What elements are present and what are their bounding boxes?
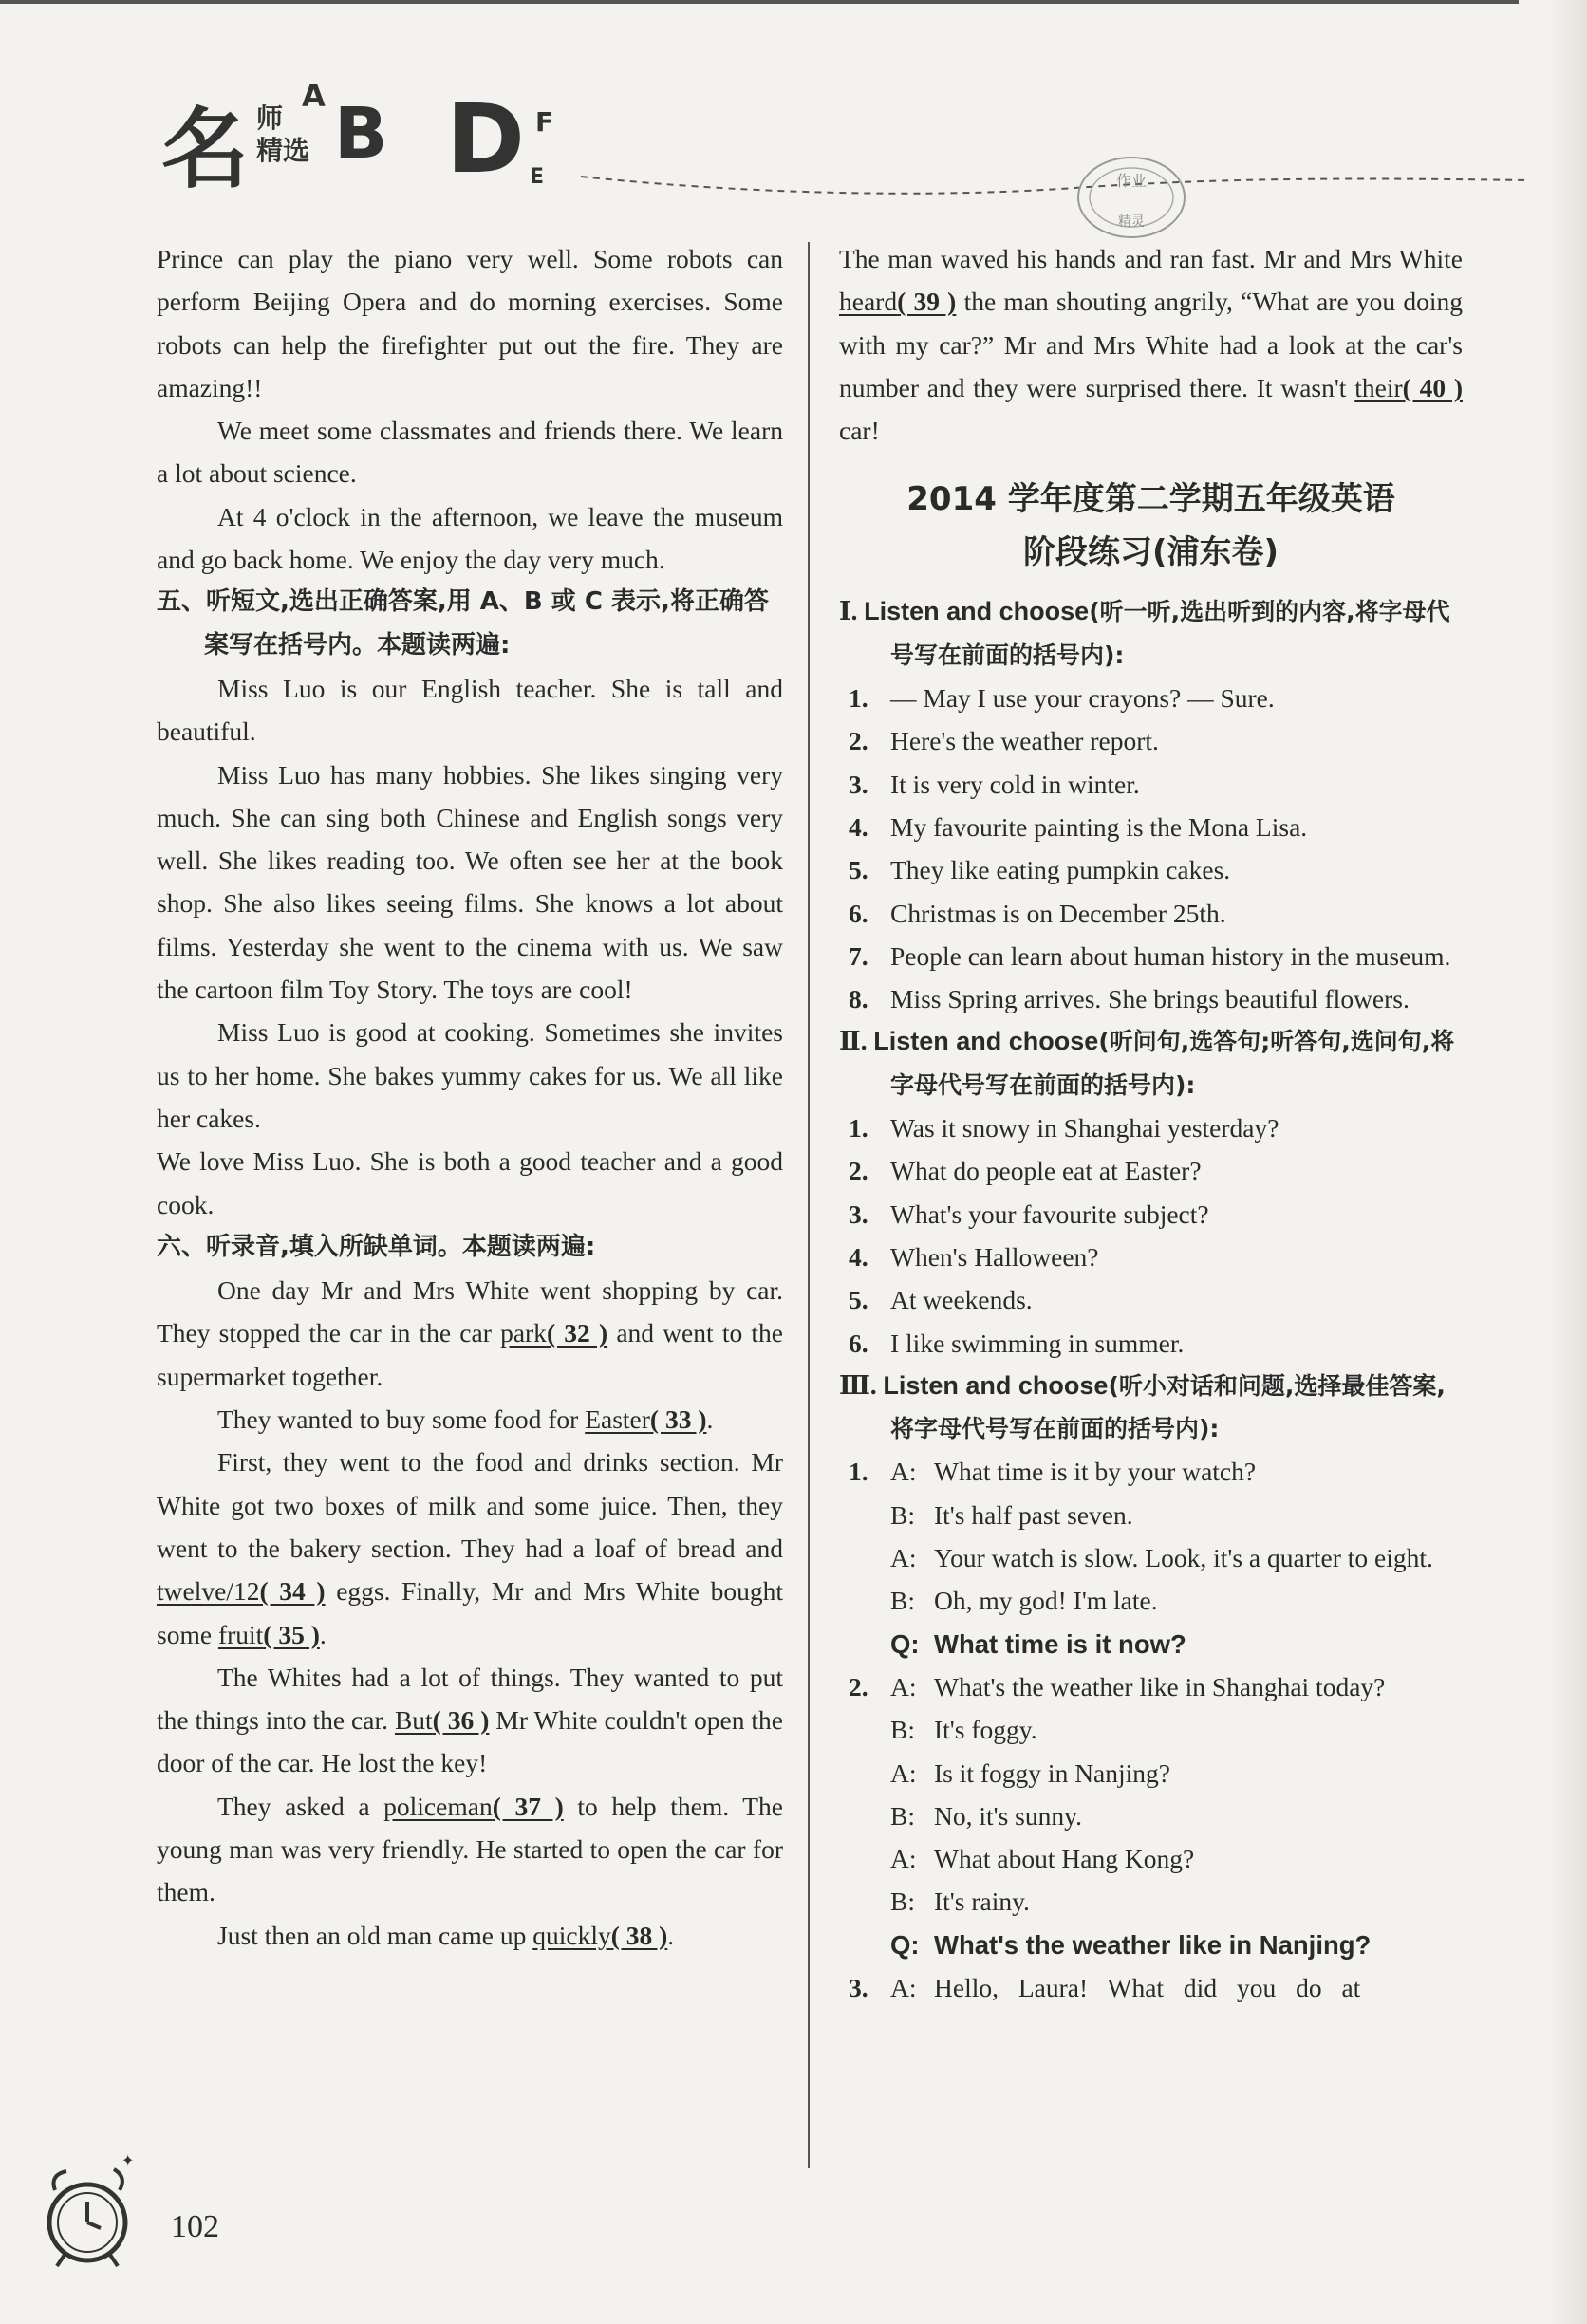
- blank-33: ( 33 ): [649, 1404, 707, 1435]
- passage-robots-paragraph: Prince can play the piano very well. Some robots can perform Beijing Opera and do morning exercises. Some robots can help the firefighter put out the fire. They are amazing!!: [157, 244, 783, 402]
- dialogue-question: Q: What time is it now?: [890, 1628, 1186, 1659]
- dialogue-line: B: It's foggy.: [890, 1715, 1037, 1745]
- logo-letter-d: D: [446, 84, 526, 195]
- section-ii-list: [839, 1106, 1463, 1365]
- passage-classmates-paragraph: We meet some classmates and friends there. We learn a lot about science.: [157, 416, 783, 489]
- text-span: The Whites had a lot of things. They wanted to put the things into the car.: [157, 1662, 783, 1736]
- dialogue-line: 3. A: Hello, Laura! What did you do at: [849, 1972, 1361, 2002]
- stamp-watermark: [1073, 150, 1190, 243]
- dialogue-line: 1. A: What time is it by your watch?: [849, 1457, 1257, 1487]
- text-span: The man waved his hands and ran fast. Mr and Mrs White: [839, 244, 1463, 273]
- text-span: eggs. Finally, Mr and Mrs White bought some: [157, 1576, 783, 1649]
- passage-afternoon-paragraph: At 4 o'clock in the afternoon, we leave the museum and go back home. We enjoy the day very much.: [157, 501, 783, 575]
- white-story-paragraph-4: [157, 1656, 783, 1785]
- list-item: 6. I like swimming in summer.: [849, 1328, 1185, 1358]
- text-span: Just then an old man came up: [217, 1920, 527, 1950]
- blank-36: ( 36 ): [432, 1705, 490, 1736]
- dialogue-3: [839, 1966, 1463, 2009]
- text-span: Mr White couldn't open the door of the car. He lost the key!: [157, 1705, 784, 1778]
- blank-32: ( 32 ): [546, 1318, 608, 1348]
- answer-33: Easter( 33 ): [585, 1404, 707, 1435]
- section-i-heading: Ⅰ. Listen and choose(听一听,选出听到的内容,将字母代号写在前面的括号内):: [839, 597, 1450, 669]
- exam-title: [839, 473, 1463, 579]
- dialogue-line: B: No, it's sunny.: [890, 1800, 1082, 1831]
- list-item: 3. It is very cold in winter.: [849, 769, 1140, 799]
- list-item: 5. They like eating pumpkin cakes.: [849, 855, 1231, 885]
- column-divider: [808, 242, 810, 2168]
- miss-luo-paragraph-4: We love Miss Luo. She is both a good teacher and a good cook.: [157, 1146, 783, 1219]
- list-item: 1. — May I use your crayons? — Sure.: [849, 683, 1275, 714]
- left-column: [157, 237, 783, 1957]
- answer-36: But( 36 ): [394, 1705, 490, 1736]
- list-item: 2. What do people eat at Easter?: [849, 1156, 1202, 1186]
- blank-38: ( 38 ): [610, 1920, 668, 1950]
- section-ii-heading: Ⅱ. Listen and choose(听问句,选答句;听答句,选问句,将字母代号写在前面的括号内):: [839, 1027, 1455, 1099]
- dialogue-line: B: It's half past seven.: [890, 1499, 1133, 1530]
- header-dashed-line: [581, 175, 1530, 213]
- white-story-paragraph-7: [839, 237, 1463, 452]
- white-story-paragraph-3: [157, 1441, 783, 1655]
- answer-34: twelve/12( 34 ): [157, 1576, 326, 1607]
- text-span: .: [667, 1920, 675, 1950]
- page-number: 102: [171, 2209, 219, 2244]
- dialogue-line: A: Your watch is slow. Look, it's a quarter to eight.: [890, 1543, 1433, 1573]
- answer-37: policeman( 37 ): [383, 1791, 564, 1821]
- logo-big-char: 名: [161, 99, 250, 200]
- miss-luo-paragraph-3: Miss Luo is good at cooking. Sometimes she invites us to her home. She bakes yummy cakes for us. We all like her cakes.: [157, 1017, 783, 1133]
- list-item: 5. At weekends.: [849, 1285, 1033, 1315]
- list-item: 4. When's Halloween?: [849, 1241, 1099, 1272]
- text-span: One day Mr and Mrs White went shopping by car. They stopped the car in the car: [157, 1275, 783, 1348]
- list-item: 4. My favourite painting is the Mona Lisa.: [849, 811, 1308, 842]
- text-span: car!: [839, 416, 880, 446]
- dialogue-line: B: It's rainy.: [890, 1887, 1030, 1917]
- alarm-clock-icon: [38, 2152, 140, 2270]
- blank-40: ( 40 ): [1402, 372, 1463, 402]
- text-span: They wanted to buy some food for: [217, 1404, 579, 1435]
- text-span: .: [319, 1619, 327, 1649]
- section-iii-heading: Ⅲ. Listen and choose(听小对话和问题,选择最佳答案,将字母代号写在前面的括号内):: [839, 1370, 1446, 1443]
- list-item: 8. Miss Spring arrives. She brings beautiful flowers.: [849, 984, 1410, 1014]
- miss-luo-paragraph-2: Miss Luo has many hobbies. She likes singing very much. She can sing both Chinese and English songs very well. She likes reading too. We often see her at the book shop. She also likes seeing films. She knows a lot about films. Yesterday she went to the cinema with us. We saw the cartoon film Toy Story. The toys are cool!: [157, 759, 783, 1005]
- white-story-paragraph-5: [157, 1785, 783, 1914]
- section-i-list: [839, 677, 1463, 1020]
- text-span: First, they went to the food and drinks section. Mr White got two boxes of milk and some juice. Then, they went to the bakery section. They had a loaf of bread and: [157, 1447, 783, 1563]
- answer-32: park( 32 ): [500, 1318, 608, 1348]
- dialogue-line: A: What about Hang Kong?: [890, 1844, 1195, 1874]
- list-item: 2. Here's the weather report.: [849, 726, 1159, 756]
- exam-title-line-1: 2014 学年度第二学期五年级英语: [906, 480, 1395, 519]
- dialogue-question: Q: What's the weather like in Nanjing?: [890, 1929, 1372, 1960]
- logo-letter-e: E: [530, 165, 545, 189]
- logo-letter-f: F: [535, 106, 554, 138]
- white-story-paragraph-2: [157, 1398, 783, 1441]
- logo-small-char-1: 师: [256, 102, 284, 134]
- text-span: and went to the supermarket together.: [157, 1318, 784, 1391]
- text-span: the man shouting angrily, “What are you doing with my car?” Mr and Mrs White had a look at the car's number and they were surprised there. It wasn't: [839, 287, 1463, 402]
- dialogue-line: B: Oh, my god! I'm late.: [890, 1586, 1158, 1616]
- stamp-text-1: 作业: [1115, 172, 1148, 190]
- list-item: 3. What's your favourite subject?: [849, 1199, 1209, 1229]
- dialogue-line: A: Is it foggy in Nanjing?: [890, 1757, 1170, 1788]
- answer-39: heard( 39 ): [839, 287, 957, 317]
- dialogue-2: [839, 1665, 1463, 1966]
- section-5-title: 五、听短文,选出正确答案,用 A、B 或 C 表示,将正确答案写在括号内。本题读两遍:: [157, 587, 769, 660]
- answer-35: fruit( 35 ): [217, 1619, 320, 1649]
- stamp-text-2: 精灵: [1118, 214, 1145, 230]
- answer-40: their( 40 ): [1354, 372, 1463, 402]
- list-item: 7. People can learn about human history in the museum.: [849, 940, 1451, 971]
- svg-text:✦: ✦: [121, 2153, 135, 2169]
- section-6-title: 六、听录音,填入所缺单词。本题读两遍:: [157, 1232, 596, 1261]
- miss-luo-paragraph-1: Miss Luo is our English teacher. She is tall and beautiful.: [157, 673, 783, 747]
- blank-37: ( 37 ): [492, 1791, 564, 1821]
- logo-letter-a: A: [302, 78, 326, 114]
- white-story-paragraph-6: [157, 1914, 783, 1957]
- dialogue-1: [839, 1450, 1463, 1664]
- list-item: 6. Christmas is on December 25th.: [849, 898, 1226, 928]
- top-rule: [0, 0, 1519, 4]
- series-logo: [152, 74, 588, 207]
- logo-small-char-2: 精选: [256, 135, 310, 166]
- text-span: to help them. The young man was very friendly. He started to open the car for them.: [157, 1791, 784, 1907]
- logo-letter-b: B: [334, 93, 388, 175]
- blank-35: ( 35 ): [263, 1619, 320, 1649]
- exam-title-line-2: 阶段练习(浦东卷): [1022, 533, 1279, 572]
- blank-34: ( 34 ): [259, 1576, 326, 1607]
- dialogue-line: 2. A: What's the weather like in Shanghai today?: [849, 1671, 1386, 1701]
- text-span: .: [706, 1404, 714, 1435]
- white-story-paragraph-1: [157, 1269, 783, 1398]
- blank-39: ( 39 ): [897, 287, 957, 317]
- answer-38: quickly( 38 ): [532, 1920, 668, 1950]
- text-span: They asked a: [217, 1791, 370, 1821]
- page-edge: [1549, 0, 1587, 2324]
- list-item: 1. Was it snowy in Shanghai yesterday?: [849, 1113, 1279, 1143]
- right-column: [839, 237, 1463, 2009]
